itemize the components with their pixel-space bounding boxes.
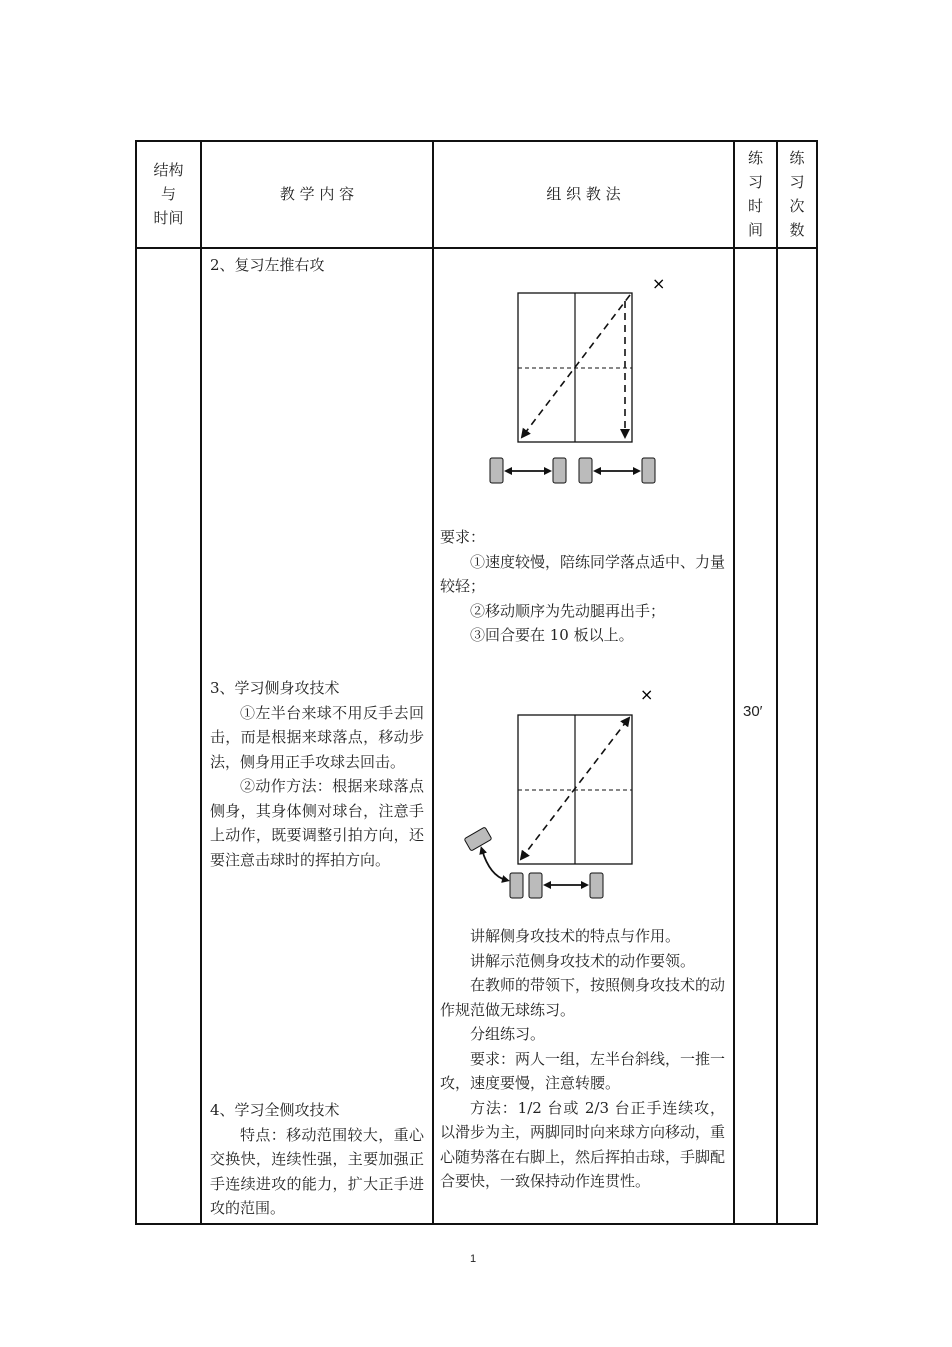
section-3-point-1: ①左半台来球不用反手去回击，而是根据来球落点，移动步法，侧身用正手攻球去回击。: [210, 703, 424, 771]
method-step-3: 在教师的带领下，按照侧身攻技术的动作规范做无球练习。: [440, 976, 726, 1019]
method-block: [440, 924, 725, 1194]
col-divider-3: [733, 140, 735, 1225]
section-3: [210, 676, 424, 872]
method-step-6: 方法：1/2 台或 2/3 台正手连续攻，以滑步为主，两脚同时向来球方向移动，重心随势落在右脚上，然后挥拍击球，手脚配合要快，一致保持动作连贯性。: [440, 1098, 726, 1190]
method-step-2: 讲解示范侧身攻技术的动作要领。: [470, 951, 696, 970]
requirements-title: 要求：: [440, 528, 486, 546]
section-4-title: 4、学习全侧攻技术: [210, 1101, 340, 1119]
practice-time-value: 30′: [743, 703, 763, 720]
player-position-icon: [490, 458, 503, 483]
header-text: 数: [789, 221, 805, 239]
header-text: 间: [747, 221, 763, 239]
section-2-title: 2、复习左推右攻: [210, 256, 325, 274]
player-position-icon: [529, 873, 542, 898]
col-divider-1: [200, 140, 202, 1225]
method-step-4: 分组练习。: [470, 1025, 546, 1043]
header-divider: [135, 247, 818, 249]
col-divider-4: [776, 140, 778, 1225]
page-number: 1: [470, 1253, 477, 1265]
header-text: 与: [160, 185, 176, 203]
header-text: 练: [789, 149, 805, 167]
opponent-x-mark: ×: [640, 685, 654, 704]
header-practice-time: [735, 146, 776, 242]
table-border-top: [135, 140, 818, 142]
player-position-icon: [642, 458, 655, 483]
section-4: [210, 1098, 424, 1221]
table-tennis-diagram-2: [440, 680, 730, 910]
player-position-icon: [464, 827, 492, 851]
header-text: 习: [747, 173, 763, 191]
method-step-5: 要求：两人一组，左半台斜线，一推一攻，速度要慢，注意转腰。: [440, 1049, 726, 1092]
col-divider-2: [432, 140, 434, 1225]
header-text: 时间: [153, 209, 184, 227]
header-text: 结构: [153, 161, 184, 179]
header-text: 时: [747, 197, 763, 215]
header-teaching-content: 教 学 内 容: [279, 185, 355, 203]
requirement-1: ①速度较慢，陪练同学落点适中、力量较轻；: [440, 552, 726, 595]
header-structure-time: [137, 158, 200, 230]
method-step-1: 讲解侧身攻技术的特点与作用。: [470, 927, 681, 945]
header-practice-count: [778, 146, 816, 242]
requirement-2: ②移动顺序为先动腿再出手；: [470, 601, 666, 620]
player-position-icon: [590, 873, 603, 898]
curved-arrow-icon: [482, 850, 506, 880]
table-border-right: [816, 140, 818, 1225]
diagonal-ball-path: [522, 295, 630, 437]
player-position-icon: [510, 873, 523, 898]
header-text: 习: [789, 173, 805, 191]
requirements-block: [440, 525, 725, 648]
player-position-icon: [553, 458, 566, 483]
table-tennis-diagram-1: [440, 265, 730, 495]
player-position-icon: [579, 458, 592, 483]
table-border-left: [135, 140, 137, 1225]
table-border-bottom: [135, 1223, 818, 1225]
section-3-title: 3、学习侧身攻技术: [210, 679, 340, 697]
section-4-feature: 特点：移动范围较大，重心交换快，连续性强，主要加强正手连续进攻的能力，扩大正手进攻的范围。: [210, 1125, 424, 1217]
header-text: 次: [789, 197, 805, 215]
requirement-3: ③回合要在 10 板以上。: [470, 626, 634, 644]
header-organization-method: 组 织 教 法: [546, 185, 621, 203]
header-text: 练: [747, 149, 763, 167]
section-3-point-2: ②动作方法：根据来球落点侧身，其身体侧对球台，注意手上动作，既要调整引拍方向，还要注意击球时的挥拍方向。: [210, 777, 424, 869]
opponent-x-mark: ×: [652, 274, 666, 293]
